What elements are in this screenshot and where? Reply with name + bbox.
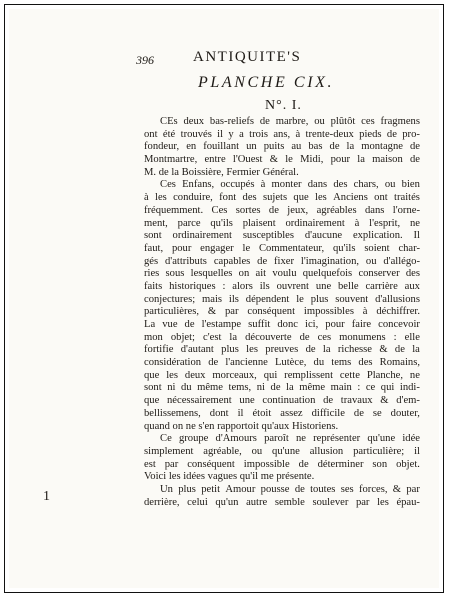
word: Un [160,483,173,495]
word: étoit [252,407,272,419]
word: particulières, [144,306,200,318]
word: toutes [310,483,336,495]
body-text [144,116,420,509]
word: font [219,192,237,204]
word: Amour [225,483,256,495]
word: & [380,395,389,407]
word: le [242,242,251,254]
word: d'aucune [304,230,343,242]
text-line [144,192,420,205]
word: ni [256,382,265,394]
word: épau- [396,496,420,508]
text-line [144,205,420,218]
word: pour [325,319,345,330]
word: de [394,344,405,356]
word: qu'un [215,496,239,508]
text-line [144,357,420,370]
word: ans, [273,128,291,140]
word: à [362,306,368,318]
word: soulever [312,496,349,508]
word: on [238,268,250,280]
word: celui [187,496,208,508]
word: objet. [396,458,420,470]
word: ne [295,433,306,445]
word: une [239,395,255,407]
word: ce [365,382,376,394]
word: particulière; [353,445,405,457]
word: petit [201,483,221,495]
word: en [186,141,197,153]
word: engager [200,242,234,254]
word: Anciens [333,192,368,204]
text-line [144,243,420,256]
word: des [242,192,257,204]
word: remplissent [284,369,334,381]
word: puits [263,141,285,153]
word: allusion [309,445,344,457]
text-line [144,230,420,243]
word: du [313,357,325,369]
word: représenter [313,433,361,445]
word: bas [308,141,323,153]
word: dont [209,407,229,419]
word: explication. [352,230,403,242]
word: de [386,128,397,140]
word: les [155,192,167,204]
word: morceaux, [212,369,257,381]
word: indi- [399,382,420,394]
word: suffit [248,319,271,330]
text-line [144,281,420,294]
word: ries [144,268,160,280]
word: d'allégo- [383,255,420,267]
word: d'attributs [165,255,207,267]
word: ils [259,280,270,292]
word: mon [144,331,163,343]
word: pour [171,242,192,254]
word: Montmartre, [144,154,198,166]
text-line [144,154,420,167]
word: : [222,280,226,292]
text-line-content: M. de la Boissière, Fermier Général. [144,166,299,178]
word: tems [331,357,352,369]
word: vue [162,319,178,330]
word: de [409,154,420,166]
word: deux [184,369,206,381]
word: qu'ils [332,242,356,254]
word: plûtôt [330,116,356,127]
word: monumens [339,331,386,343]
word: la [357,154,365,166]
word: voulu [272,268,297,280]
word: a [239,128,244,140]
word: ces [317,331,332,343]
word: les [315,192,327,204]
word: nécessairement [167,395,232,407]
word: de [323,395,334,407]
word: Il [413,230,420,242]
word: plaisent [242,217,276,229]
word: Ces [160,179,176,191]
word: & [207,306,217,318]
word: elle [404,331,420,343]
word: les [166,369,178,381]
word: bas-reliefs [209,116,255,127]
word: de [329,141,340,153]
word: ont [374,192,388,204]
word: déchiffrer. [376,306,420,318]
word: de [259,116,270,127]
text-line-content: Voici les idées vagues qu'il me présente. [144,471,315,483]
word: sortes [235,204,261,216]
word: considération [144,357,202,369]
word: Ces [211,204,228,216]
word: plus [310,293,329,305]
word: il [237,407,244,419]
word: CEs [160,116,178,127]
word: char- [398,242,420,254]
word: fondeur, [144,141,180,153]
word: paroît [264,433,289,445]
word: impossibles [303,306,354,318]
text-line [144,446,420,459]
word: : [357,382,361,394]
word: conserver [358,268,400,280]
word: traités [394,192,420,204]
word: agréable, [203,445,242,457]
word: ordinairement [172,230,232,242]
word: la [229,331,238,343]
text-line [144,370,420,383]
word: que [144,369,160,381]
word: la [322,344,331,356]
word: qu'une [367,433,396,445]
word: forces, [358,483,388,495]
word: Ce [160,433,172,445]
word: par [406,483,420,495]
word: trois [249,128,268,140]
plate-title: PLANCHE CIX. [198,74,335,91]
running-head: ANTIQUITE'S [193,49,302,65]
word: déterminer [317,458,364,470]
text-line [144,306,420,319]
word: continuation [262,395,316,407]
text-line [144,256,420,269]
word: : [393,331,397,343]
word: le [285,154,293,166]
word: du [180,382,192,394]
word: jeux, [287,204,309,216]
word: l'orne- [392,204,420,216]
word: son [372,458,388,470]
word: des [358,357,373,369]
word: faut, [144,242,164,254]
word: Enfans, [182,179,215,191]
word: d'autant [180,344,214,356]
word: pieds [359,128,382,140]
word: à [354,217,360,229]
text-line [144,382,420,395]
word: pour [330,154,351,166]
word: & [269,154,278,166]
word: il [414,445,420,457]
word: ces [361,116,375,127]
word: Planche, [366,369,404,381]
word: dépendent [245,293,290,305]
word: assez [280,407,303,419]
word: à [144,192,149,204]
word: difficile [311,407,345,419]
word: la [412,344,420,356]
word: d'em- [396,395,420,407]
word: de [353,407,364,419]
word: par [355,496,370,508]
word: lesquelles [190,268,233,280]
word: montagne [361,141,403,153]
margin-mark: 1 [43,489,50,504]
word: mais [202,293,223,305]
text-line [144,179,420,192]
word: ou [251,445,263,457]
word: occupés [220,179,255,191]
word: deux [183,116,205,127]
word: trente-deux [305,128,354,140]
text-line [144,268,420,281]
word: fréquemment. [144,204,204,216]
word: d'allusions [375,293,420,305]
word: conséquent [187,458,235,470]
word: c'est [203,331,222,343]
word: été [162,128,176,140]
word: ou [365,255,377,267]
word: par [224,306,239,318]
word: gés [144,255,159,267]
word: dans [364,204,385,216]
text-line [144,421,420,434]
word: de [410,141,420,153]
word: simplement [144,445,194,457]
word: que [144,395,160,407]
word: fouillant [203,141,240,153]
word: parce [177,217,201,229]
text-line [144,433,420,446]
word: de [294,483,305,495]
word: de [268,204,279,216]
page-number: 396 [136,53,154,67]
word: quelquefois [302,268,353,280]
word: ici, [305,319,319,330]
word: par [164,458,179,470]
word: le [296,293,304,305]
word: sujets [262,192,288,204]
word: même [299,382,326,394]
word: ment, [144,217,168,229]
text-line [144,471,420,484]
word: au [291,141,302,153]
word: dans [307,179,328,191]
word: ouvrent [276,280,309,292]
word: richesse [337,344,372,356]
text-line [144,408,420,421]
word: à [295,128,301,140]
word: d'Amours [215,433,257,445]
word: semble [274,496,305,508]
word: aux [404,280,420,292]
word: ou [384,179,396,191]
word: alors [232,280,253,292]
word: sous [165,268,185,280]
word: des [333,179,348,191]
word: impossible [243,458,290,470]
text-line [144,395,420,408]
word: tems, [228,382,252,394]
word: à [260,179,266,191]
word: trouvés [180,128,212,140]
word: la [346,141,355,153]
word: une [315,280,332,292]
word: un [246,141,257,153]
word: ont [144,128,158,140]
word: ordinairement [285,217,345,229]
text-line [144,167,420,180]
word: monter [271,179,302,191]
word: faits [144,280,163,292]
word: ne [410,217,420,229]
word: fixer [274,255,295,267]
word: concevoir [378,319,420,330]
word: plus [221,344,239,356]
word: Commentateur, [258,242,325,254]
word: est [144,458,156,470]
text-line [144,459,420,472]
word: bien [401,179,420,191]
word: l'imagination, [300,255,360,267]
word: entre [204,154,226,166]
word: Midi, [300,154,324,166]
word: se [372,407,382,419]
word: donc [277,319,298,330]
word: conduire, [173,192,213,204]
word: ait [255,268,267,280]
text-line-content: quand on ne s'en rapportoit qu'aux Historiens. [144,420,339,432]
word: historiques [169,280,216,292]
text-line [144,484,420,497]
word: & [379,344,388,356]
word: la [286,382,294,394]
word: main [330,382,352,394]
word: conjectures; [144,293,196,305]
word: chars, [353,179,379,191]
word: découverte [245,331,292,343]
word: maison [372,154,403,166]
text-line [144,116,420,129]
text-line [144,129,420,142]
word: de [208,357,219,369]
text-line [144,141,420,154]
word: fragmens [380,116,420,127]
word: belle [338,280,359,292]
word: derrière, [144,496,180,508]
word: qui [380,382,395,394]
word: de [305,344,316,356]
word: l'ancienne [225,357,268,369]
word: que [293,192,309,204]
text-line [144,497,420,510]
word: preuves [265,344,299,356]
word: ou [314,116,325,127]
word: bellissemens, [144,407,201,419]
word: susceptibles [242,230,295,242]
word: capables [213,255,251,267]
word: qui [263,369,278,381]
word: de [299,331,310,343]
word: ni [167,382,176,394]
word: l'esprit, [369,217,401,229]
word: faire [351,319,372,330]
text-line [144,294,420,307]
word: de [270,382,281,394]
word: ses [340,483,354,495]
word: les [246,344,258,356]
word: même [197,382,223,394]
text-line [144,332,420,345]
word: & [392,483,402,495]
word: travaux [340,395,373,407]
word: souvent [335,293,369,305]
word: soient [364,242,390,254]
word: ils [228,293,239,305]
word: y [228,128,234,140]
word: sont [144,382,162,394]
word: l'Ouest [232,154,263,166]
word: plus [178,483,196,495]
word: qu'ils [210,217,233,229]
word: cette [339,369,360,381]
word: objet; [170,331,195,343]
word: Romains, [379,357,420,369]
text-line [144,319,420,332]
word: de [184,319,195,330]
word: pro- [402,128,420,140]
word: conséquent [247,306,296,318]
word: La [144,319,156,330]
text-line [144,218,420,231]
word: de [257,255,268,267]
word: qu'une [272,445,300,457]
word: carrière [365,280,398,292]
word: de [298,458,309,470]
word: agréables [316,204,357,216]
word: Lutèce, [274,357,307,369]
word: marbre, [275,116,309,127]
word: groupe [178,433,209,445]
word: fortifie [144,344,174,356]
word: pousse [260,483,290,495]
word: ne [409,369,420,381]
word: il [217,128,224,140]
word: les [377,496,389,508]
word: autre [246,496,268,508]
section-number: N°. I. [265,98,302,113]
word: l'estampe [201,319,242,330]
text-line [144,344,420,357]
word: douter, [390,407,420,419]
word: idée [402,433,420,445]
word: sont [144,230,162,242]
word: des [405,268,420,280]
